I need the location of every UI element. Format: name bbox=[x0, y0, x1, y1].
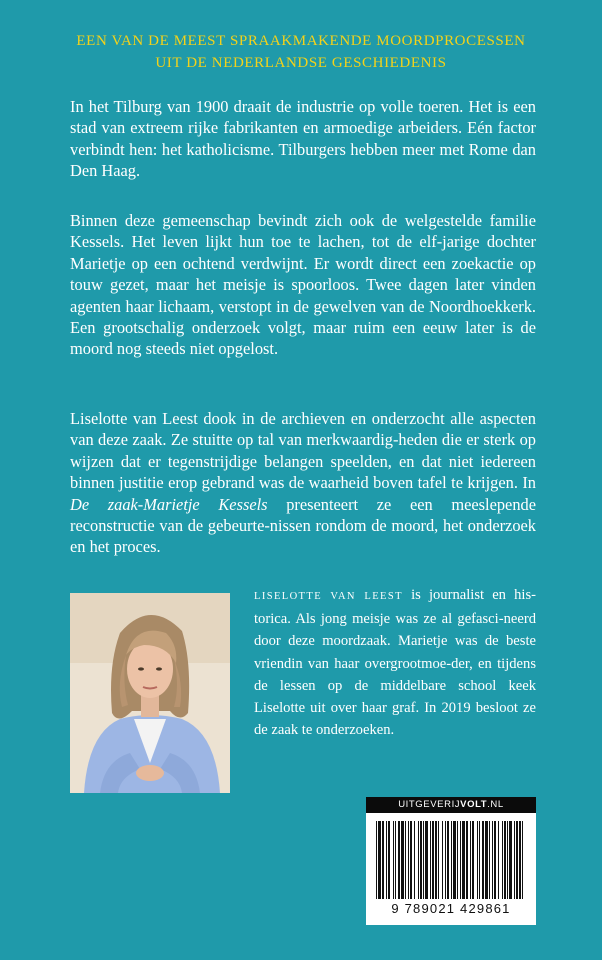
tagline-line-1: EEN VAN DE MEEST SPRAAKMAKENDE MOORDPROCESSEN bbox=[76, 33, 526, 49]
author-portrait-illustration bbox=[70, 593, 230, 793]
blurb-paragraph-1: In het Tilburg van 1900 draait de industrie op volle toeren. Het is een stad van extreem rijke fabrikanten en armoedige arbeiders. Eén factor verbindt hen: het katholicisme. Tilburgers hebben meer met Rome dan Den Haag. bbox=[70, 97, 536, 181]
barcode-bar bbox=[445, 821, 446, 899]
barcode-bar bbox=[432, 821, 434, 899]
author-photo bbox=[70, 593, 230, 793]
publisher-suffix: .NL bbox=[487, 799, 504, 810]
barcode-bar bbox=[509, 821, 512, 899]
barcode-box bbox=[366, 797, 536, 925]
barcode-bar bbox=[514, 821, 515, 899]
barcode-bar bbox=[507, 821, 508, 899]
barcode-bar bbox=[498, 821, 499, 899]
barcode-bar bbox=[489, 821, 490, 899]
barcode-bar bbox=[451, 821, 452, 899]
blurb-paragraph-2: Binnen deze gemeenschap bevindt zich ook de welgestelde familie Kessels. Het leven lijkt hun toe te lachen, tot de elf-jarige dochter Marietje op een ochtend verdwijnt. Er wordt direct een zoekactie op touw gezet, maar het meisje is spoorloos. Twee dagen later vinden agenten haar lichaam, verstopt in de gewelven van de Noordhoekkerk. Een grootschalig onderzoek volgt, maar ruim een eeuw later is de moord nog steeds niet opgelost. bbox=[70, 211, 536, 359]
barcode-bar bbox=[516, 821, 518, 899]
barcode-bar bbox=[423, 821, 424, 899]
barcode-bar bbox=[502, 821, 503, 899]
author-bio-text: is journalist en his-torica. Als jong meisje was ze al gefasci-neerd door deze moordzaak. Marietje was de beste vriendin van haar overgrootmoe-der, en tijdens de lessen op de middelbare school keek Liselotte uit over haar graf. In 2019 besloot ze de zaak te onderzoeken. bbox=[254, 587, 537, 739]
barcode-bar bbox=[410, 821, 412, 899]
barcode-bar bbox=[442, 821, 443, 899]
barcode-bar bbox=[398, 821, 400, 899]
barcode-bar bbox=[457, 821, 458, 899]
barcode-bar bbox=[477, 821, 478, 899]
barcode-bar bbox=[388, 821, 390, 899]
blurb-paragraph-3 bbox=[70, 408, 536, 558]
barcode-bar bbox=[414, 821, 415, 899]
barcode-bar bbox=[393, 821, 394, 899]
barcode-bar bbox=[462, 821, 465, 899]
publisher-strip bbox=[366, 797, 536, 813]
barcode-bar bbox=[386, 821, 387, 899]
barcode-bar bbox=[504, 821, 506, 899]
barcode-bar bbox=[420, 821, 422, 899]
barcode-bar bbox=[430, 821, 431, 899]
barcode-bar bbox=[376, 821, 377, 899]
barcode-bar bbox=[519, 821, 521, 899]
barcode-bar bbox=[494, 821, 496, 899]
barcode-bar bbox=[395, 821, 396, 899]
barcode-bar bbox=[485, 821, 488, 899]
barcode-bar bbox=[472, 821, 474, 899]
publisher-brand: VOLT bbox=[460, 799, 488, 810]
barcode-bar bbox=[482, 821, 484, 899]
barcode-bar bbox=[418, 821, 419, 899]
barcode-bar bbox=[447, 821, 449, 899]
author-name: LISELOTTE VAN LEEST bbox=[254, 591, 403, 602]
barcode-bar bbox=[378, 821, 381, 899]
barcode-bar bbox=[425, 821, 428, 899]
author-bio bbox=[254, 584, 536, 741]
barcode-bar bbox=[438, 821, 439, 899]
tagline bbox=[0, 30, 602, 74]
tagline-line-2: UIT DE NEDERLANDSE GESCHIEDENIS bbox=[155, 55, 447, 71]
barcode-bar bbox=[435, 821, 437, 899]
blurb-paragraph-3-text-a: Liselotte van Leest dook in de archieven en onderzocht alle aspecten van deze zaak. Ze stuitte op tal van merkwaardig-heden die er sterk op wijzen dat er tegenstrijdige belangen speelden, en dat niet iedereen binnen justitie erop gebrand was de waarheid boven tafel te krijgen. In bbox=[70, 409, 536, 493]
barcode-bar bbox=[470, 821, 471, 899]
barcode-bar bbox=[453, 821, 456, 899]
barcode-bar bbox=[408, 821, 409, 899]
isbn-number: 9 789021 429861 bbox=[391, 901, 511, 916]
barcode-bar bbox=[466, 821, 468, 899]
publisher-prefix: UITGEVERIJ bbox=[398, 799, 461, 810]
barcode-bar bbox=[460, 821, 461, 899]
blurb-paragraph-3-text-b: presenteert ze een meeslepende reconstructie van de gebeurte-nissen rondom de moord, het onderzoek en het proces. bbox=[70, 494, 536, 557]
barcode-bar bbox=[405, 821, 406, 899]
book-title: De zaak-Marietje Kessels bbox=[70, 494, 268, 514]
barcode-bar bbox=[492, 821, 493, 899]
barcode-bar bbox=[479, 821, 480, 899]
isbn-barcode bbox=[376, 821, 526, 899]
barcode-bar bbox=[522, 821, 523, 899]
barcode-bar bbox=[401, 821, 404, 899]
barcode-bar bbox=[382, 821, 384, 899]
